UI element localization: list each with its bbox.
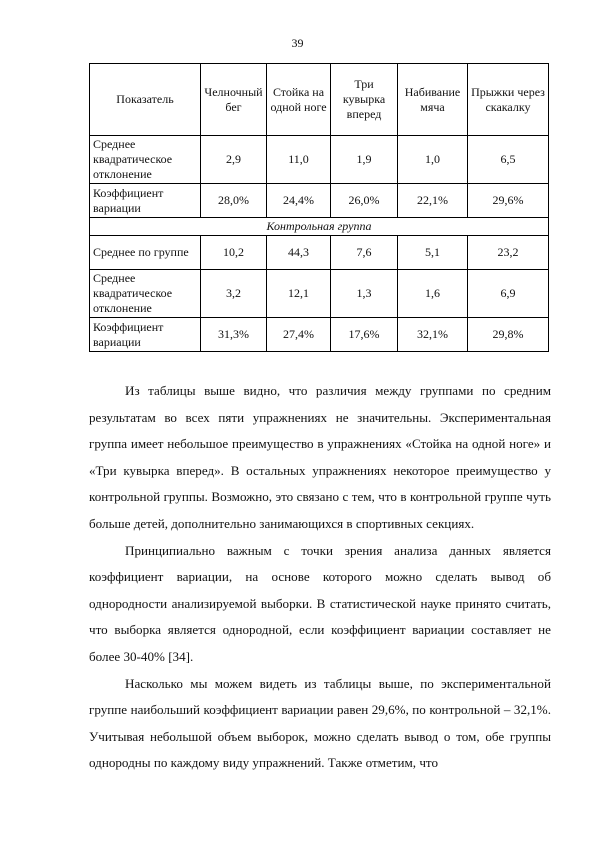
table-row bbox=[90, 136, 549, 184]
header-indicator: Показатель bbox=[90, 64, 201, 136]
table-cell: 2,9 bbox=[201, 136, 267, 184]
table-cell: 29,6% bbox=[468, 184, 549, 218]
table-cell: 23,2 bbox=[468, 236, 549, 270]
header-ball-juggling: Набивание мяча bbox=[398, 64, 468, 136]
control-group-label: Контрольная группа bbox=[90, 218, 549, 236]
table-cell: 12,1 bbox=[267, 270, 331, 318]
group-label-row bbox=[90, 218, 549, 236]
table-cell: 32,1% bbox=[398, 318, 468, 352]
table-cell: 24,4% bbox=[267, 184, 331, 218]
table-row bbox=[90, 270, 549, 318]
table-cell: 44,3 bbox=[267, 236, 331, 270]
row-label: Коэффициент вариации bbox=[90, 184, 201, 218]
table-row bbox=[90, 318, 549, 352]
table-cell: 1,6 bbox=[398, 270, 468, 318]
table-cell: 1,0 bbox=[398, 136, 468, 184]
table-cell: 1,9 bbox=[331, 136, 398, 184]
table-cell: 6,9 bbox=[468, 270, 549, 318]
table-cell: 26,0% bbox=[331, 184, 398, 218]
header-one-leg-stand: Стойка на одной ноге bbox=[267, 64, 331, 136]
table-cell: 10,2 bbox=[201, 236, 267, 270]
row-label: Среднее квадратическое отклонение bbox=[90, 136, 201, 184]
header-shuttle-run: Челночный бег bbox=[201, 64, 267, 136]
table-cell: 1,3 bbox=[331, 270, 398, 318]
header-rope-jumping: Прыжки через скакалку bbox=[468, 64, 549, 136]
table-row bbox=[90, 236, 549, 270]
row-label: Среднее квадратическое отклонение bbox=[90, 270, 201, 318]
table-cell: 11,0 bbox=[267, 136, 331, 184]
table-cell: 31,3% bbox=[201, 318, 267, 352]
page-number: 39 bbox=[291, 36, 304, 50]
table-cell: 3,2 bbox=[201, 270, 267, 318]
table-cell: 29,8% bbox=[468, 318, 549, 352]
table-cell: 6,5 bbox=[468, 136, 549, 184]
table-cell: 22,1% bbox=[398, 184, 468, 218]
table-cell: 28,0% bbox=[201, 184, 267, 218]
table-row bbox=[90, 184, 549, 218]
row-label: Среднее по группе bbox=[90, 236, 201, 270]
header-forward-rolls: Три кувырка вперед bbox=[331, 64, 398, 136]
paragraph-group-comparison: Из таблицы выше видно, что различия между группами по средним результатам во всех пяти упражнениях не значительны. Экспериментальная группа имеет небольшое преимущество в упражнениях «Стойка на одной ноге» и «Три кувырка вперед». В остальных упражнениях некоторое преимущество у контрольной группы. Возможно, это связано с тем, что в контрольной группе чуть больше детей, дополнительно занимающихся в спортивных секциях. bbox=[89, 383, 551, 531]
row-label: Коэффициент вариации bbox=[90, 318, 201, 352]
body-text bbox=[89, 378, 551, 777]
table-cell: 5,1 bbox=[398, 236, 468, 270]
table-header-row bbox=[90, 64, 549, 136]
table-cell: 27,4% bbox=[267, 318, 331, 352]
statistics-table bbox=[89, 63, 549, 352]
paragraph-homogeneity-conclusion: Насколько мы можем видеть из таблицы выше, по экспериментальной группе наибольший коэффициент вариации равен 29,6%, по контрольной – 32,1%. Учитывая небольшой объем выборок, можно сделать вывод о том, обе группы однородны по каждому виду упражнений. Также отметим, что bbox=[89, 675, 551, 771]
table-cell: 7,6 bbox=[331, 236, 398, 270]
table-cell: 17,6% bbox=[331, 318, 398, 352]
paragraph-variation-coefficient: Принципиально важным с точки зрения анализа данных является коэффициент вариации, на основе которого можно сделать вывод об однородности анализируемой выборки. В статистической науке принято считать, что выборка является однородной, если коэффициент вариации составляет не более 30-40% [34]. bbox=[89, 542, 551, 664]
